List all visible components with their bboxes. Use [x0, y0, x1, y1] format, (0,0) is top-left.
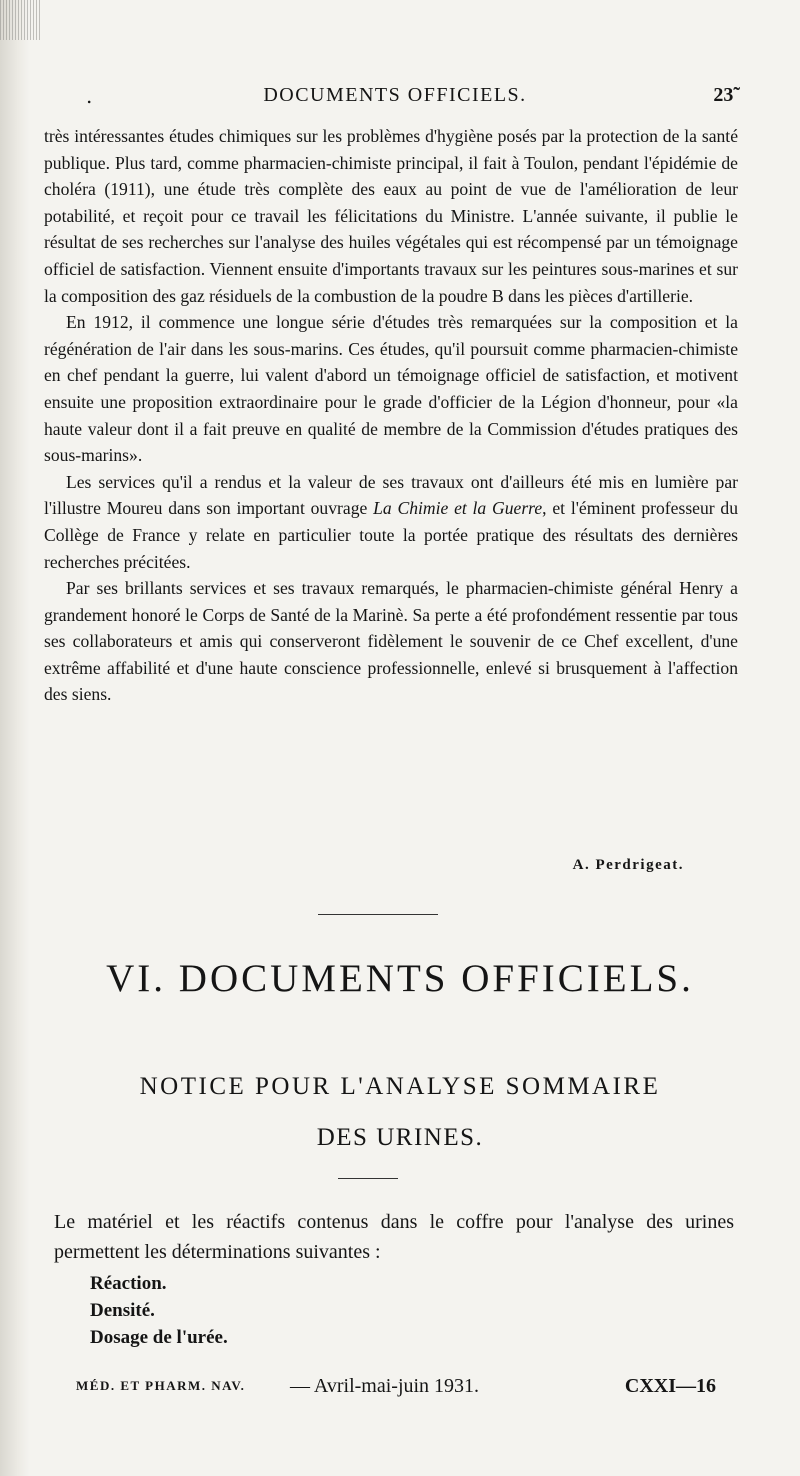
header-title: DOCUMENTS OFFICIELS. [263, 84, 527, 106]
author-signature: A. Perdrigeat. [572, 857, 684, 873]
page-edge-shadow [0, 0, 30, 1476]
paragraph-1: très intéressantes études chimiques sur les problèmes d'hygiène posés par la protection de la santé publique. Plus tard, comme pharmacien-chimiste principal, il fait à Toulon, pendant l'épidémie de choléra (1911), une étude très complète des eaux au point de vue de l'amélioration de leur potabilité, et reçoit pour ce travail les félicitations du Ministre. L'année suivante, il publie le résultat de ses recherches sur l'analyse des huiles végétales qui est récompensé par un témoignage officiel de satisfaction. Viennent ensuite d'importants travaux sur les peintures sous-marines et sur la composition des gaz résiduels de la combustion de la poudre B dans les pièces d'artillerie. [44, 126, 738, 306]
page-footer [76, 1375, 716, 1405]
section-title: VI. DOCUMENTS OFFICIELS. [106, 957, 694, 1000]
article-body [44, 123, 738, 708]
determination-item: Dosage de l'urée. [90, 1327, 228, 1348]
page-number: 23˜ [713, 84, 740, 106]
footer-journal: MÉD. ET PHARM. NAV. [76, 1378, 246, 1393]
scan-artifact [0, 0, 40, 40]
running-header [50, 84, 740, 114]
separator-rule-small [338, 1178, 398, 1179]
separator-rule [318, 914, 438, 915]
footer-date: — Avril-mai-juin 1931. [290, 1375, 480, 1397]
paragraph-4: Par ses brillants services et ses travaux remarqués, le pharmacien-chimiste général Henry a grandement honoré le Corps de Santé de la Marinè. Sa perte a été profondément ressentie par tous ses collaborateurs et amis qui conserveront fidèlement le souvenir de ce Chef excellent, d'une extrême affabilité et d'une haute conscience professionnelle, enlevé si brusquement à l'affection des siens. [44, 578, 738, 705]
book-title: La Chimie et la Guerre [373, 498, 543, 519]
paragraph-3-end: , et l'éminent professeur du Collège de France y relate en particulier toute la portée pratique des résultats des dernières recherches précitées. [44, 498, 739, 572]
notice-title-line-2: DES URINES. [316, 1124, 484, 1151]
notice-intro-text: Le matériel et les réactifs contenus dans le coffre pour l'analyse des urines permettent les déterminations suivantes : [54, 1211, 734, 1263]
notice-title-line-1: NOTICE POUR L'ANALYSE SOMMAIRE [139, 1073, 661, 1100]
header-dot: . [86, 84, 93, 108]
determination-item: Densité. [90, 1300, 155, 1321]
paragraph-3-start: Les services qu'il a rendus et la valeur de ses travaux ont d'ailleurs été mis en lumière par l'illustre Moureu dans son important ouvrage [44, 471, 738, 519]
footer-signature-mark: CXXI—16 [624, 1375, 716, 1397]
paragraph-3 [44, 469, 738, 575]
determination-item: Réaction. [90, 1273, 167, 1294]
notice-intro [54, 1207, 734, 1267]
determinations-list [90, 1270, 228, 1351]
paragraph-2: En 1912, il commence une longue série d'études très remarquées sur la composition et la régénération de l'air dans les sous-marins. Ces études, qu'il poursuit comme pharmacien-chimiste en chef pendant la guerre, lui valent d'abord un témoignage officiel de satisfaction, et motivent ensuite une proposition extraordinaire pour le grade d'officier de la Légion d'honneur, pour «la haute valeur dont il a fait preuve en qualité de membre de la Commission d'études pratiques des sous-marins». [44, 312, 738, 466]
